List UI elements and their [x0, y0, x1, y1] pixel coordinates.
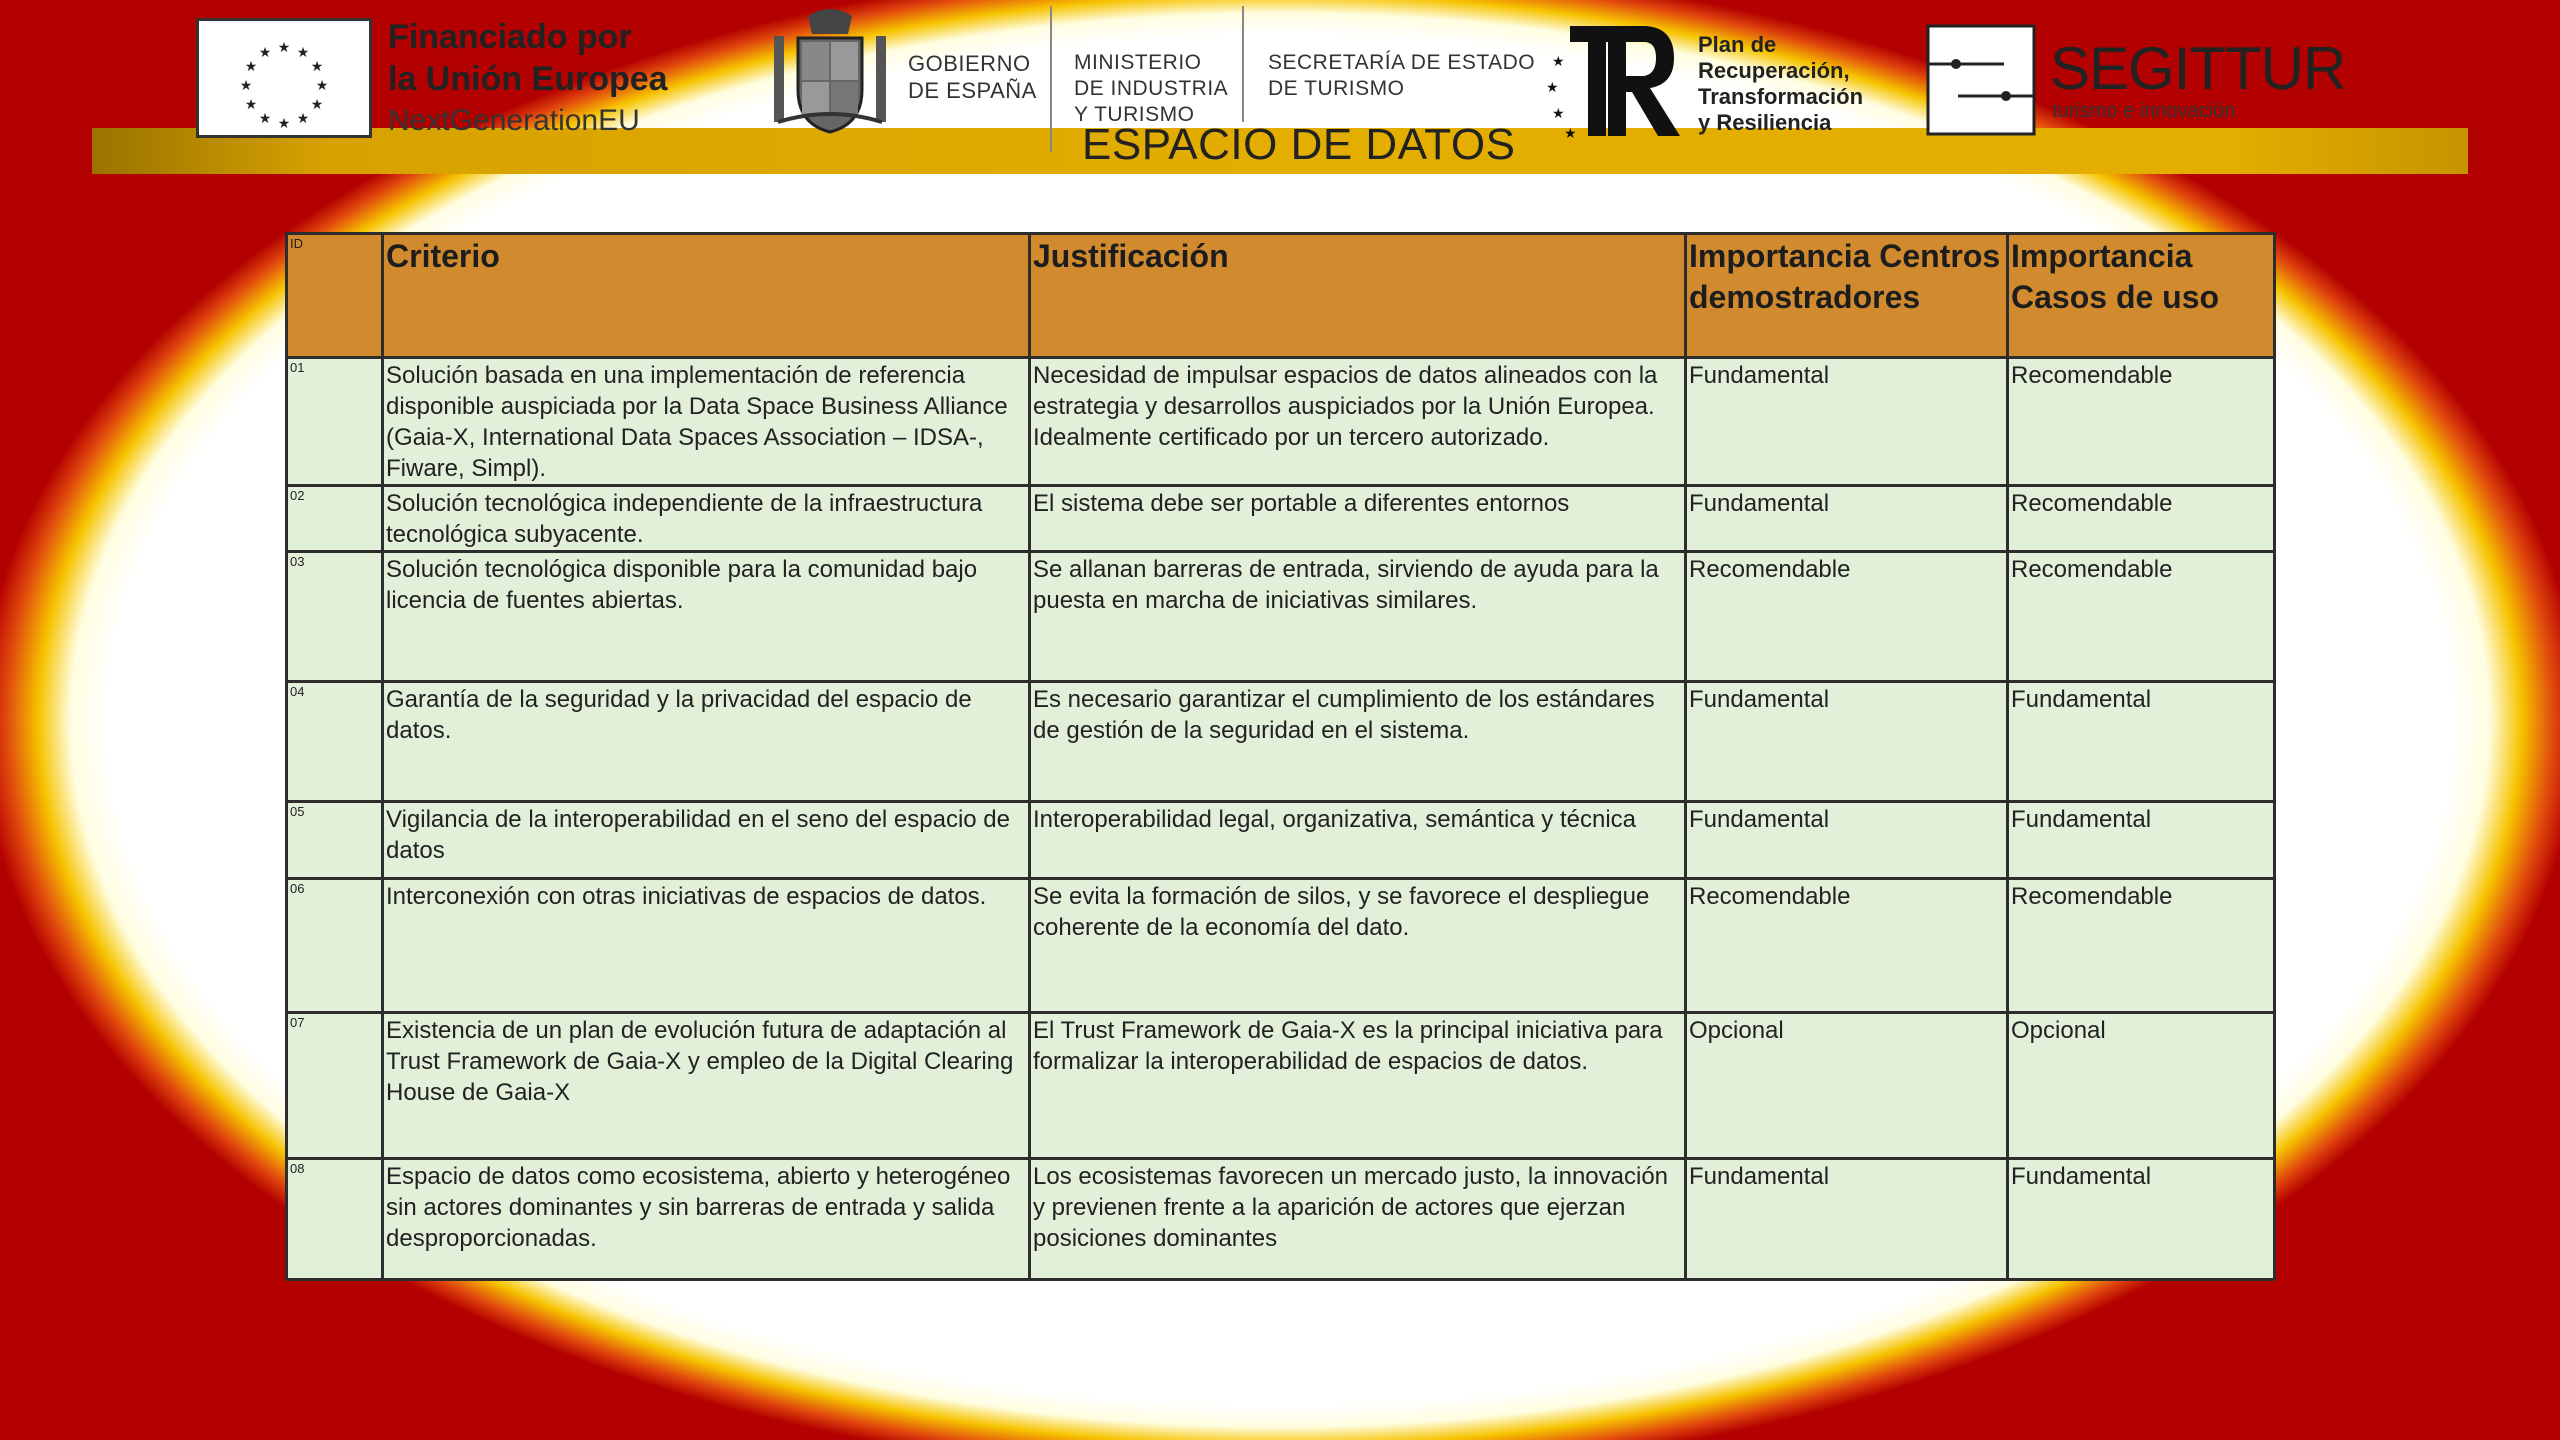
- svg-text:★: ★: [258, 45, 272, 61]
- plan-line-4: y Resiliencia: [1698, 110, 1832, 135]
- cell-justificacion: Necesidad de impulsar espacios de datos alineados con la estrategia y desarrollos auspiciados por la Unión Europea. Idealmente certificado por un tercero autorizado.: [1030, 358, 1686, 486]
- cell-justificacion: Es necesario garantizar el cumplimiento de los estándares de gestión de la seguridad en el sistema.: [1030, 682, 1686, 802]
- ministerio-line-3: Y TURISMO: [1074, 103, 1195, 126]
- svg-text:★: ★: [1552, 106, 1565, 122]
- cell-criterio: Solución basada en una implementación de referencia disponible auspiciada por la Data Space Business Alliance (Gaia-X, International Data Spaces Association – IDSA-, Fiware, Simpl).: [383, 358, 1030, 486]
- cell-criterio: Interconexión con otras iniciativas de espacios de datos.: [383, 879, 1030, 1013]
- cell-criterio: Solución tecnológica disponible para la comunidad bajo licencia de fuentes abiertas.: [383, 552, 1030, 682]
- segittur-name: SEGITTUR: [2050, 35, 2346, 102]
- cell-id: 05: [287, 802, 383, 879]
- table-row: [287, 682, 2275, 802]
- secretaria-line-2: DE TURISMO: [1268, 77, 1405, 100]
- svg-text:★: ★: [244, 59, 258, 75]
- plan-line-1: Plan de: [1698, 32, 1777, 57]
- table-row: [287, 552, 2275, 682]
- cell-justificacion: Interoperabilidad legal, organizativa, semántica y técnica: [1030, 802, 1686, 879]
- coat-of-arms-logo: [768, 6, 892, 138]
- eu-funding-text: [388, 16, 668, 142]
- svg-text:★: ★: [1564, 126, 1577, 140]
- gobierno-line-2: DE ESPAÑA: [908, 78, 1037, 103]
- cell-criterio: Solución tecnológica independiente de la infraestructura tecnológica subyacente.: [383, 486, 1030, 552]
- cell-id: 04: [287, 682, 383, 802]
- gobierno-line-1: GOBIERNO: [908, 51, 1031, 76]
- table-row: [287, 802, 2275, 879]
- cell-id: 01: [287, 358, 383, 486]
- header-divider: [1050, 6, 1052, 152]
- table-row: [287, 1159, 2275, 1280]
- plan-line-2: Recuperación,: [1698, 58, 1850, 83]
- cell-importancia-centros: Fundamental: [1686, 682, 2008, 802]
- cell-importancia-casos: Recomendable: [2008, 486, 2275, 552]
- gobierno-text: [908, 50, 1037, 104]
- ministerio-line-1: MINISTERIO: [1074, 51, 1202, 74]
- header-criterio: Criterio: [383, 234, 1030, 358]
- cell-importancia-centros: Fundamental: [1686, 486, 2008, 552]
- table-row: [287, 879, 2275, 1013]
- table-row: [287, 1013, 2275, 1159]
- cell-justificacion: Se evita la formación de silos, y se favorece el despliegue coherente de la economía del dato.: [1030, 879, 1686, 1013]
- cell-importancia-casos: Recomendable: [2008, 552, 2275, 682]
- table-row: [287, 486, 2275, 552]
- svg-text:★: ★: [277, 40, 291, 56]
- cell-importancia-casos: Recomendable: [2008, 358, 2275, 486]
- cell-justificacion: El Trust Framework de Gaia-X es la principal iniciativa para formalizar la interoperabilidad de espacios de datos.: [1030, 1013, 1686, 1159]
- cell-id: 03: [287, 552, 383, 682]
- prtr-logo: [1546, 22, 1686, 140]
- svg-text:★: ★: [296, 111, 310, 127]
- ministerio-text: [1074, 50, 1228, 128]
- svg-text:★: ★: [1552, 54, 1565, 70]
- cell-importancia-casos: Fundamental: [2008, 1159, 2275, 1280]
- table-header-row: [287, 234, 2275, 358]
- plan-recuperacion-text: [1698, 32, 1863, 136]
- header-importancia-casos: Importancia Casos de uso: [2008, 234, 2275, 358]
- svg-text:★: ★: [315, 78, 329, 94]
- cell-importancia-casos: Recomendable: [2008, 879, 2275, 1013]
- svg-text:★: ★: [258, 111, 272, 127]
- cell-id: 06: [287, 879, 383, 1013]
- cell-justificacion: Se allanan barreras de entrada, sirviendo de ayuda para la puesta en marcha de iniciativas similares.: [1030, 552, 1686, 682]
- cell-importancia-casos: Fundamental: [2008, 802, 2275, 879]
- cell-criterio: Vigilancia de la interoperabilidad en el seno del espacio de datos: [383, 802, 1030, 879]
- svg-text:★: ★: [296, 45, 310, 61]
- segittur-logo-icon: [1926, 24, 2036, 136]
- criteria-table: [285, 232, 2276, 1281]
- cell-importancia-centros: Fundamental: [1686, 358, 2008, 486]
- cell-id: 07: [287, 1013, 383, 1159]
- header-divider: [1242, 6, 1244, 122]
- cell-importancia-centros: Recomendable: [1686, 552, 2008, 682]
- cell-importancia-centros: Fundamental: [1686, 1159, 2008, 1280]
- svg-text:★: ★: [244, 97, 258, 113]
- cell-criterio: Garantía de la seguridad y la privacidad del espacio de datos.: [383, 682, 1030, 802]
- cell-criterio: Existencia de un plan de evolución futura de adaptación al Trust Framework de Gaia-X y empleo de la Digital Clearing House de Gaia-X: [383, 1013, 1030, 1159]
- header-id: ID: [287, 234, 383, 358]
- ministerio-line-2: DE INDUSTRIA: [1074, 77, 1229, 100]
- svg-text:★: ★: [310, 97, 324, 113]
- svg-text:★: ★: [277, 116, 291, 132]
- cell-criterio: Espacio de datos como ecosistema, abierto y heterogéneo sin actores dominantes y sin barreras de entrada y salida desproporcionadas.: [383, 1159, 1030, 1280]
- plan-line-3: Transformación: [1698, 84, 1864, 109]
- cell-importancia-centros: Fundamental: [1686, 802, 2008, 879]
- table-row: [287, 358, 2275, 486]
- segittur-subtitle: turismo e innovación: [2052, 100, 2236, 122]
- cell-justificacion: Los ecosistemas favorecen un mercado justo, la innovación y previenen frente a la aparición de actores que ejerzan posiciones dominantes: [1030, 1159, 1686, 1280]
- cell-importancia-centros: Recomendable: [1686, 879, 2008, 1013]
- eu-line-3: NextGenerationEU: [388, 104, 640, 137]
- cell-importancia-casos: Opcional: [2008, 1013, 2275, 1159]
- secretaria-text: [1268, 50, 1535, 102]
- cell-justificacion: El sistema debe ser portable a diferentes entornos: [1030, 486, 1686, 552]
- secretaria-line-1: SECRETARÍA DE ESTADO: [1268, 51, 1536, 74]
- svg-text:★: ★: [239, 78, 253, 94]
- svg-text:★: ★: [310, 59, 324, 75]
- header-importancia-centros: Importancia Centros demostradores: [1686, 234, 2008, 358]
- eu-line-1: Financiado por: [388, 18, 632, 56]
- header-justificacion: Justificación: [1030, 234, 1686, 358]
- svg-text:★: ★: [1546, 80, 1559, 96]
- eu-flag-logo: [196, 18, 372, 138]
- cell-id: 08: [287, 1159, 383, 1280]
- cell-id: 02: [287, 486, 383, 552]
- cell-importancia-casos: Fundamental: [2008, 682, 2275, 802]
- eu-line-2: la Unión Europea: [388, 60, 668, 98]
- cell-importancia-centros: Opcional: [1686, 1013, 2008, 1159]
- page-title: ESPACIO DE DATOS: [1082, 120, 1516, 169]
